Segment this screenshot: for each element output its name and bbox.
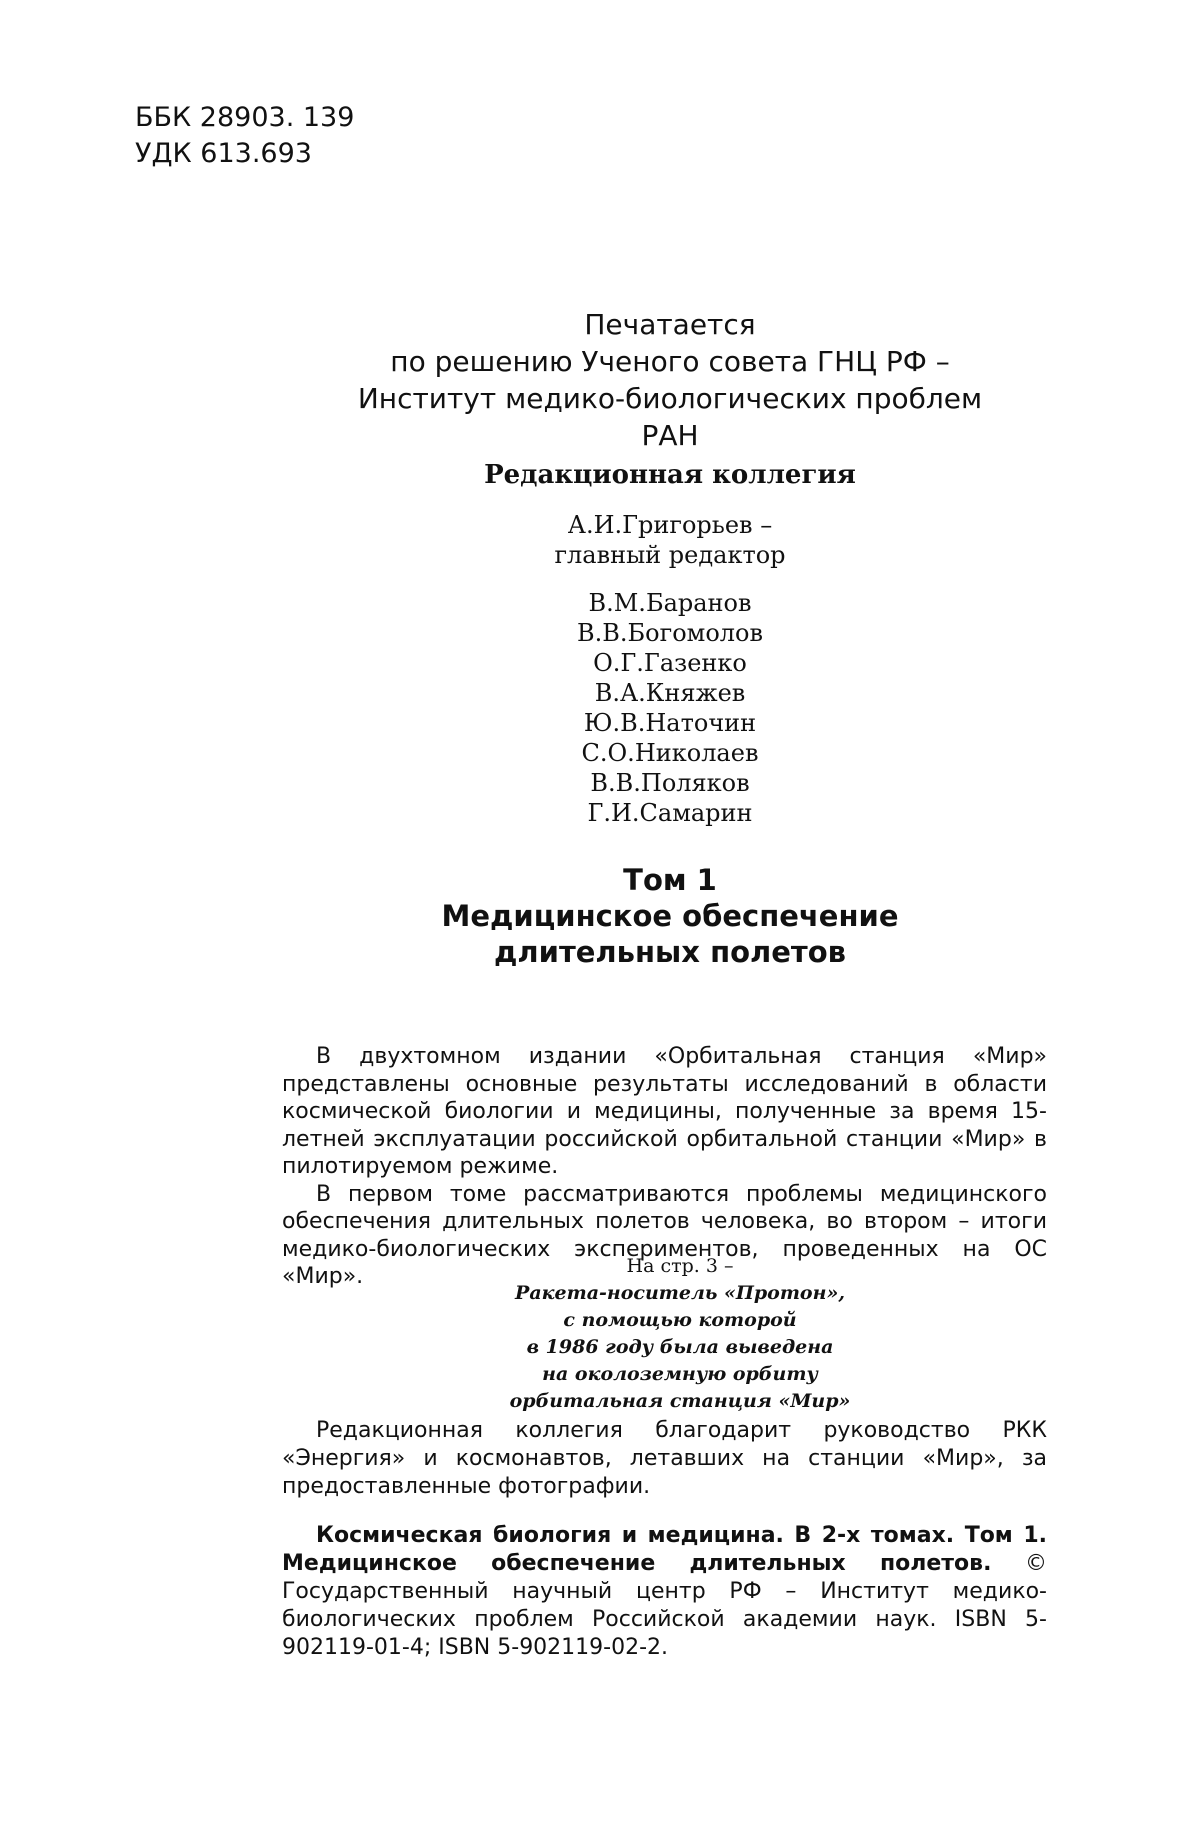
board-member: В.А.Княжев [594,679,746,707]
board-member: В.В.Богомолов [577,619,763,647]
caption-line-3: в 1986 году была выведена [526,1336,834,1358]
credit-publisher: © Государственный научный центр РФ – Институт медико-биологических проблем Российской академии наук. ISBN 5-902119-01-4; ISBN 5-902119-02-2. [282,1551,1047,1660]
volume-number: Том 1 [623,863,717,897]
printed-by-line-1: Печатается [584,308,756,341]
caption-line-2: с помощью которой [563,1309,797,1331]
chief-editor-name: А.И.Григорьев – [567,511,773,539]
board-member: В.В.Поляков [590,769,750,797]
printed-by-line-3: Институт медико-биологических проблем РАН [357,382,983,452]
bbk-code: ББК 28903. 139 [135,102,355,133]
printed-by-notice [340,306,1000,454]
caption-line-4: на околоземную орбиту [542,1363,818,1385]
volume-title-line-1: Медицинское обеспечение [441,899,899,933]
caption-intro: На стр. 3 – [626,1255,734,1277]
board-member: Ю.В.Наточин [583,709,757,737]
acknowledgement-text: Редакционная коллегия благодарит руководство РКК «Энергия» и космонавтов, летавших на станции «Мир», за предоставленные фотографии. [282,1418,1047,1499]
board-member: В.М.Баранов [588,589,752,617]
editorial-board [420,458,920,828]
credit-paragraph [282,1522,1047,1662]
bibliographic-credit [282,1522,1047,1662]
board-member: С.О.Николаев [581,739,759,767]
description-paragraph-2: В первом томе рассматриваются проблемы медицинского обеспечения длительных полетов человека, во втором – итоги медико-биологических экспериментов, проведенных на ОС «Мир». [282,1181,1047,1289]
caption-line-5: орбитальная станция «Мир» [509,1390,851,1412]
board-member: Г.И.Самарин [587,799,753,827]
board-member: О.Г.Газенко [593,649,747,677]
classification-codes [135,100,354,172]
volume-title-line-2: длительных полетов [493,935,847,969]
printed-by-line-2: по решению Ученого совета ГНЦ РФ – [390,345,950,378]
frontispiece-caption [480,1253,880,1415]
credit-title: Космическая биология и медицина. В 2-х томах. Том 1. Медицинское обеспечение длительных полетов. [282,1523,1047,1576]
caption-line-1: Ракета-носитель «Протон», [515,1282,845,1304]
udk-code: УДК 613.693 [135,138,312,169]
description-paragraph-1: В двухтомном издании «Орбитальная станция «Мир» представлены основные результаты исследований в области космической биологии и медицины, полученные за время 15-летней эксплуатации российской орбитальной станции «Мир» в пилотируемом режиме. [282,1044,1047,1179]
editorial-board-heading: Редакционная коллегия [484,460,856,490]
chief-editor-role: главный редактор [554,541,786,569]
volume-title-block [400,862,940,970]
acknowledgement [282,1417,1047,1501]
